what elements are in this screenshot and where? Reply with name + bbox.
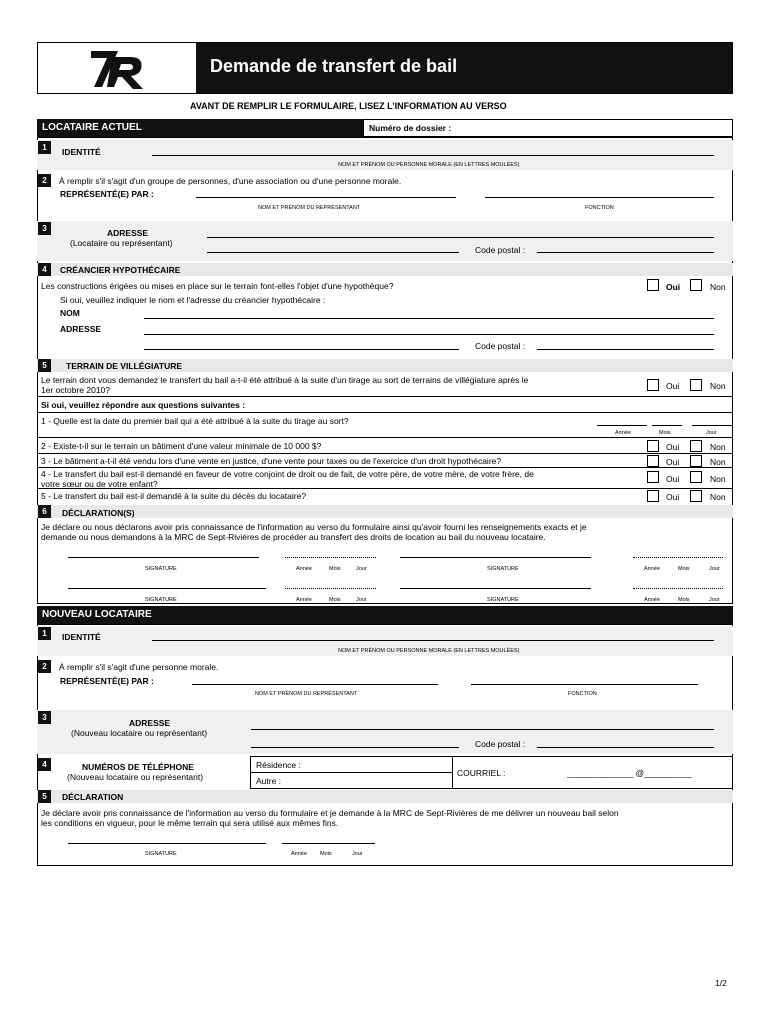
section-5-number: 5: [38, 359, 51, 372]
section-header-nouveau-locataire: [37, 606, 733, 624]
divider: [37, 467, 733, 468]
date-annee-caption: Année: [615, 430, 631, 436]
representant-name-caption: NOM ET PRÉNOM DU REPRÉSENTANT: [258, 205, 361, 211]
divider: [452, 756, 453, 789]
telephone-subtitle: (Nouveau locataire ou représentant): [67, 772, 204, 782]
date-4-line[interactable]: [633, 588, 723, 589]
section-6-number: 6: [38, 505, 51, 518]
vente-non-label: Non: [710, 457, 726, 467]
logo-7r-icon: [88, 47, 148, 91]
hypotheque-non-checkbox[interactable]: [690, 279, 702, 291]
dossier-label: Numéro de dossier :: [369, 123, 452, 133]
nl-representant-name-caption: NOM ET PRÉNOM DU REPRÉSENTANT: [255, 691, 358, 697]
nl-section-2-instruction: À remplir s'il s'agit d'une personne morale.: [59, 662, 219, 672]
postal-code-line[interactable]: [537, 252, 714, 253]
divider: [37, 412, 733, 413]
creancier-postal-label: Code postal :: [475, 341, 526, 351]
date-annee-line[interactable]: [597, 425, 647, 426]
nl-postal-label: Code postal :: [475, 739, 526, 749]
jour-4-caption: Jour: [709, 597, 720, 603]
logo: [88, 47, 148, 91]
section-1-number: 1: [38, 141, 51, 154]
signature-2-caption: SIGNATURE: [487, 566, 519, 572]
nl-declaration-text-line-1: Je déclare avoir pris connaissance de l'information au verso du formulaire et je demande à la MRC de Sept-Rivières de me délivrer un nouveau bail selon: [41, 808, 619, 818]
batiment-non-label: Non: [710, 442, 726, 452]
courriel-field[interactable]: ______________ @__________: [567, 768, 692, 778]
date-jour-caption: Jour: [706, 430, 717, 436]
creancier-title: CRÉANCIER HYPOTHÉCAIRE: [60, 265, 181, 275]
signature-1-caption: SIGNATURE: [145, 566, 177, 572]
nl-section-3-number: 3: [38, 711, 51, 724]
nl-adresse-subtitle: (Nouveau locataire ou représentant): [71, 728, 208, 738]
mois-4-caption: Mois: [678, 597, 690, 603]
creancier-instruction: Si oui, veuillez indiquer le nom et l'adresse du créancier hypothécaire :: [60, 295, 326, 305]
signature-3-caption: SIGNATURE: [145, 597, 177, 603]
nl-declaration-text-line-2: les conditions en vigueur, pour le même terrain qui sera utilisé aux mêmes fins.: [41, 818, 339, 828]
nl-annee-caption: Année: [291, 851, 307, 857]
courriel-label: COURRIEL :: [457, 768, 506, 778]
adresse-line-2[interactable]: [207, 252, 459, 253]
nl-identite-input-line[interactable]: [152, 640, 714, 641]
nl-represente-label: REPRÉSENTÉ(E) PAR :: [60, 676, 154, 686]
nl-adresse-line-1[interactable]: [251, 729, 714, 730]
creancier-adresse-label: ADRESSE: [60, 324, 102, 334]
date-1-line[interactable]: [285, 557, 376, 558]
nl-signature-caption: SIGNATURE: [145, 851, 177, 857]
creancier-adresse-line-1[interactable]: [144, 334, 714, 335]
conjoint-question-line-1: 4 - Le transfert du bail est-il demandé en faveur de votre conjoint de droit ou de fait, de votre père, de votre mère, de votre frère, de: [41, 469, 534, 479]
hypotheque-non-label: Non: [710, 282, 726, 292]
postal-code-label: Code postal :: [475, 245, 526, 255]
nl-section-1-number: 1: [38, 627, 51, 640]
divider: [250, 772, 452, 773]
batiment-non-checkbox[interactable]: [690, 440, 702, 452]
vente-oui-label: Oui: [666, 457, 680, 467]
page-number: 1/2: [715, 978, 727, 988]
jour-1-caption: Jour: [356, 566, 367, 572]
conjoint-non-label: Non: [710, 474, 726, 484]
conjoint-question-line-2: votre sœur ou de votre enfant?: [41, 479, 158, 489]
declaration-text-line-2: demande ou nous demandons à la MRC de Sept-Rivières de procéder au transfert des droits de location au bail du nouveau locataire.: [41, 532, 546, 542]
batiment-oui-checkbox[interactable]: [647, 440, 659, 452]
representant-name-line[interactable]: [196, 197, 456, 198]
mois-1-caption: Mois: [329, 566, 341, 572]
tirage-non-checkbox[interactable]: [690, 379, 702, 391]
batiment-oui-label: Oui: [666, 442, 680, 452]
page-title: Demande de transfert de bail: [210, 56, 458, 76]
date-2-line[interactable]: [633, 557, 723, 558]
signature-4-line[interactable]: [400, 588, 591, 589]
creancier-nom-line[interactable]: [144, 318, 714, 319]
nl-section-4-number: 4: [38, 758, 51, 771]
nl-declaration-title: DÉCLARATION: [62, 792, 124, 802]
tirage-question-line-2: 1er octobre 2010?: [41, 385, 110, 395]
vente-oui-checkbox[interactable]: [647, 455, 659, 467]
signature-3-line[interactable]: [68, 588, 266, 589]
identite-caption: NOM ET PRÉNOM OU PERSONNE MORALE (EN LETTRES MOULÉES): [338, 162, 520, 168]
representant-function-line[interactable]: [485, 197, 714, 198]
tirage-question-line-1: Le terrain dont vous demandez le transfert du bail a-t-il été attribué à la suite d'un tirage au sort de terrains de villégiature après le: [41, 375, 529, 385]
signature-1-line[interactable]: [68, 557, 259, 558]
date-tirage-question: 1 - Quelle est la date du premier bail qui a été attribué à la suite du tirage au sort?: [41, 416, 349, 426]
deces-oui-checkbox[interactable]: [647, 490, 659, 502]
batiment-valeur-question: 2 - Existe-t-il sur le terrain un bâtiment d'une valeur minimale de 10 000 $?: [41, 441, 322, 451]
villegiature-title: TERRAIN DE VILLÉGIATURE: [66, 361, 183, 371]
locataire-actuel-heading: LOCATAIRE ACTUEL: [42, 122, 142, 133]
nl-adresse-title: ADRESSE: [129, 718, 171, 728]
adresse-line-1[interactable]: [207, 237, 714, 238]
date-jour-line[interactable]: [692, 425, 732, 426]
creancier-nom-label: NOM: [60, 308, 80, 318]
represente-label: REPRÉSENTÉ(E) PAR :: [60, 189, 154, 199]
tirage-oui-checkbox[interactable]: [647, 379, 659, 391]
tirage-non-label: Non: [710, 381, 726, 391]
jour-3-caption: Jour: [356, 597, 367, 603]
tirage-oui-label: Oui: [666, 381, 680, 391]
instructions-subtitle: AVANT DE REMPLIR LE FORMULAIRE, LISEZ L’INFORMATION AU VERSO: [190, 101, 507, 111]
hypotheque-oui-label: Oui: [666, 282, 681, 292]
nl-section-2-number: 2: [38, 660, 51, 673]
nl-representant-function-caption: FONCTION: [568, 691, 597, 697]
nl-identite-caption: NOM ET PRÉNOM OU PERSONNE MORALE (EN LETTRES MOULÉES): [338, 648, 520, 654]
conjoint-oui-checkbox[interactable]: [647, 471, 659, 483]
deces-non-checkbox[interactable]: [690, 490, 702, 502]
annee-2-caption: Année: [644, 566, 660, 572]
adresse-title: ADRESSE: [107, 228, 149, 238]
adresse-subtitle: (Locataire ou représentant): [70, 238, 173, 248]
mois-3-caption: Mois: [329, 597, 341, 603]
mois-2-caption: Mois: [678, 566, 690, 572]
nl-jour-caption: Jour: [352, 851, 363, 857]
date-mois-line[interactable]: [652, 425, 682, 426]
nl-date-line[interactable]: [282, 843, 375, 844]
annee-4-caption: Année: [644, 597, 660, 603]
nl-postal-line[interactable]: [537, 747, 714, 748]
jour-2-caption: Jour: [709, 566, 720, 572]
deces-question: 5 - Le transfert du bail est-il demandé à la suite du décès du locataire?: [41, 491, 307, 501]
nl-mois-caption: Mois: [320, 851, 332, 857]
dossier-number-field[interactable]: [363, 119, 733, 137]
section-3-number: 3: [38, 222, 51, 235]
hypotheque-oui-checkbox[interactable]: [647, 279, 659, 291]
section-6-bar: [37, 505, 733, 518]
declarations-title: DÉCLARATION(S): [62, 508, 135, 518]
hypotheque-question: Les constructions érigées ou mises en place sur le terrain font-elles l'objet d'une hypothèque?: [41, 281, 394, 291]
divider: [37, 453, 733, 454]
annee-1-caption: Année: [296, 566, 312, 572]
autre-label: Autre :: [256, 776, 282, 786]
date-mois-caption: Mois: [659, 430, 671, 436]
identite-input-line[interactable]: [152, 155, 714, 156]
vente-justice-question: 3 - Le bâtiment a-t-il été vendu lors d'une vente en justice, d'une vente pour taxes ou de l'exercice d'un droit hypothécaire?: [41, 456, 502, 466]
nl-adresse-line-2[interactable]: [251, 747, 459, 748]
vente-non-checkbox[interactable]: [690, 455, 702, 467]
section-2-instruction: À remplir s'il s'agit d'un groupe de personnes, d'une association ou d'une personne morale.: [59, 176, 402, 186]
nl-representant-name-line[interactable]: [192, 684, 438, 685]
nouveau-locataire-heading: NOUVEAU LOCATAIRE: [42, 609, 152, 620]
nl-section-5-bar: [37, 790, 733, 803]
representant-function-caption: FONCTION: [585, 205, 614, 211]
telephone-title: NUMÉROS DE TÉLÉPHONE: [82, 762, 194, 772]
nl-section-5-number: 5: [38, 790, 51, 803]
section-2-number: 2: [38, 174, 51, 187]
declaration-text-line-1: Je déclare ou nous déclarons avoir pris connaissance de l'information au verso du formulaire ainsi qu'avoir fourni les renseignements exacts et je: [41, 522, 587, 532]
deces-non-label: Non: [710, 492, 726, 502]
divider: [37, 396, 733, 397]
identite-title: IDENTITÉ: [62, 147, 101, 157]
deces-oui-label: Oui: [666, 492, 680, 502]
conjoint-oui-label: Oui: [666, 474, 680, 484]
conjoint-non-checkbox[interactable]: [690, 471, 702, 483]
residence-label: Résidence :: [256, 760, 301, 770]
annee-3-caption: Année: [296, 597, 312, 603]
signature-4-caption: SIGNATURE: [487, 597, 519, 603]
date-3-line[interactable]: [285, 588, 376, 589]
divider: [37, 488, 733, 489]
section-4-number: 4: [38, 263, 51, 276]
nl-identite-title: IDENTITÉ: [62, 632, 101, 642]
creancier-adresse-line-2[interactable]: [144, 349, 459, 350]
signature-2-line[interactable]: [400, 557, 591, 558]
si-oui-instruction: Si oui, veuillez répondre aux questions suivantes :: [41, 400, 246, 410]
nl-representant-function-line[interactable]: [471, 684, 698, 685]
creancier-postal-line[interactable]: [537, 349, 714, 350]
nl-signature-line[interactable]: [68, 843, 266, 844]
divider: [37, 437, 733, 438]
